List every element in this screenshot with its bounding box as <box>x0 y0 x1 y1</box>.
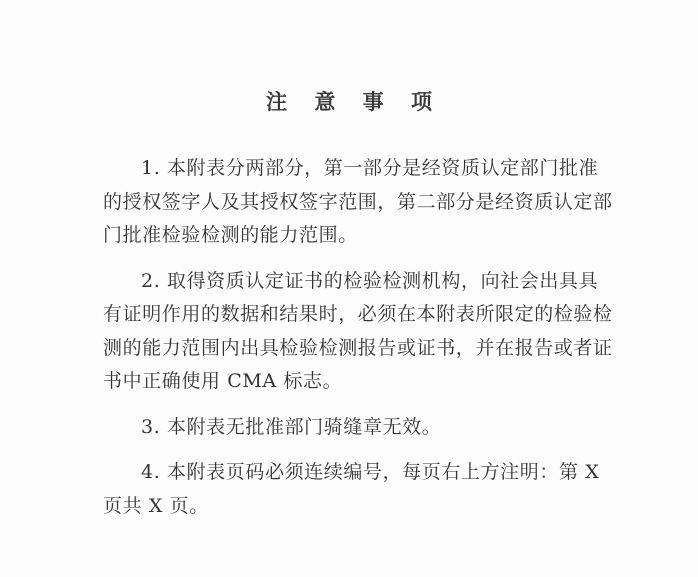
notice-item-1-line-3: 门批准检验检测的能力范围。 <box>103 224 358 246</box>
notice-item-4-line-2: 页共 X 页。 <box>103 494 209 517</box>
notice-item-1-line-1: 1. 本附表分两部分，第一部分是经资质认定部门批准 <box>141 157 599 179</box>
notice-item-2 <box>103 265 613 399</box>
notice-body <box>103 152 613 535</box>
notice-item-3 <box>103 411 595 445</box>
notice-item-1 <box>103 152 613 253</box>
notice-item-2-line-4: 书中正确使用 CMA 标志。 <box>103 370 343 392</box>
notice-item-2-line-3: 测的能力范围内出具检验检测报告或证书，并在报告或者证 <box>103 336 613 359</box>
notice-item-3-line-1: 3. 本附表无批准部门骑缝章无效。 <box>141 415 442 438</box>
notice-item-2-line-2: 有证明作用的数据和结果时，必须在本附表所限定的检验检 <box>103 303 613 325</box>
notice-item-4 <box>103 456 600 523</box>
page-title: 注 意 事 项 <box>266 90 442 114</box>
notice-item-2-line-1: 2. 取得资质认定证书的检验检测机构，向社会出具具 <box>141 269 599 292</box>
notice-item-4-line-1: 4. 本附表页码必须连续编号，每页右上方注明：第 X <box>141 461 600 483</box>
notice-item-1-line-2: 的授权签字人及其授权签字范围，第二部分是经资质认定部 <box>103 190 613 213</box>
